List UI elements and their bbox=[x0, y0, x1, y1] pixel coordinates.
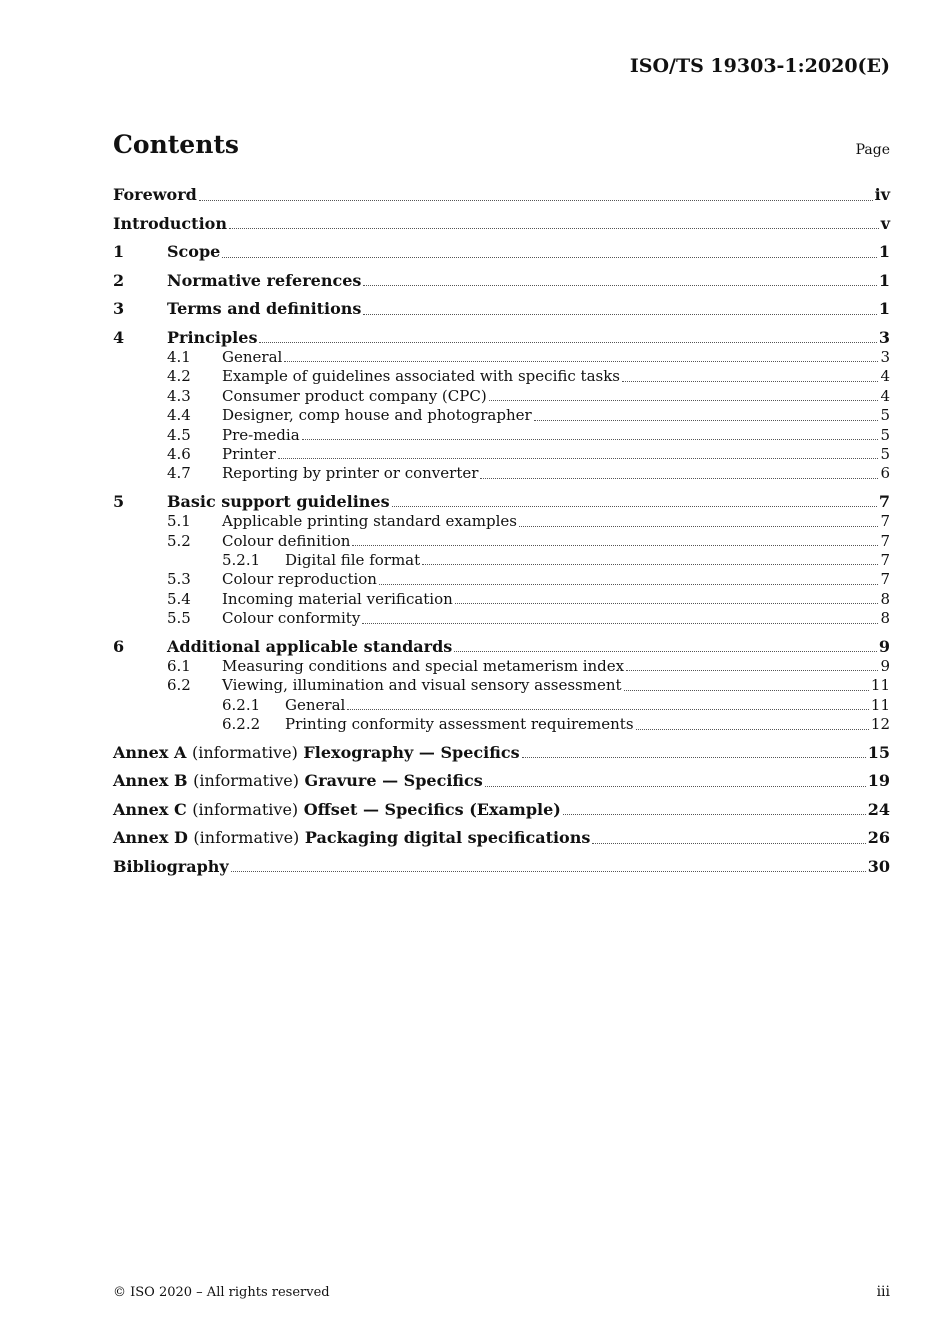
page-number: iii bbox=[876, 1284, 890, 1300]
toc-entry-number: 6.1 bbox=[167, 657, 191, 676]
dot-leader bbox=[636, 728, 869, 730]
toc-entry[interactable] bbox=[113, 715, 890, 734]
dot-leader bbox=[231, 870, 866, 872]
toc-entry-number: 4.6 bbox=[167, 444, 191, 463]
dot-leader bbox=[592, 842, 865, 844]
toc-entry-title[interactable]: Foreword bbox=[113, 185, 197, 204]
toc-entry[interactable] bbox=[113, 464, 890, 483]
page-column-label: Page bbox=[855, 142, 890, 158]
dot-leader bbox=[362, 622, 878, 624]
toc-entry-title[interactable]: Introduction bbox=[113, 213, 227, 233]
toc-entry[interactable] bbox=[113, 799, 890, 821]
toc-entry-title[interactable]: Consumer product company (CPC) bbox=[222, 386, 487, 405]
toc-entry[interactable] bbox=[113, 657, 890, 676]
toc-entry-title[interactable]: Example of guidelines associated with specific tasks bbox=[222, 367, 620, 386]
toc-entry[interactable] bbox=[113, 590, 890, 609]
toc-entry-page: 4 bbox=[880, 386, 890, 405]
dot-leader bbox=[222, 256, 877, 258]
annex-title: Packaging digital specifications bbox=[304, 828, 591, 848]
dot-leader bbox=[284, 360, 878, 362]
toc-entry[interactable] bbox=[113, 406, 890, 425]
annex-qualifier: (informative) bbox=[191, 742, 298, 762]
toc-entry-title[interactable]: Viewing, illumination and visual sensory assessment bbox=[222, 676, 622, 695]
dot-leader bbox=[352, 544, 878, 546]
toc-entry[interactable] bbox=[113, 512, 890, 531]
dot-leader bbox=[347, 708, 869, 710]
dot-leader bbox=[626, 669, 878, 671]
dot-leader bbox=[278, 457, 879, 459]
toc-entry-page: 11 bbox=[870, 695, 890, 714]
toc-entry-title[interactable]: Printing conformity assessment requirements bbox=[285, 715, 634, 734]
toc-entry-page: 7 bbox=[878, 491, 890, 511]
dot-leader bbox=[379, 583, 878, 585]
toc-entry[interactable] bbox=[113, 856, 890, 878]
toc-entry-number: 3 bbox=[113, 299, 125, 318]
toc-entry-page: 3 bbox=[880, 348, 890, 366]
toc-entry-title[interactable]: Colour definition bbox=[222, 531, 351, 550]
toc-entry-number: 4.3 bbox=[167, 386, 191, 405]
dot-leader bbox=[563, 813, 866, 815]
annex-id: Annex D bbox=[113, 828, 188, 848]
toc-entry-number: 5.2.1 bbox=[222, 551, 261, 570]
toc-entry-page: 12 bbox=[870, 715, 890, 734]
dot-leader bbox=[485, 785, 866, 787]
annex-title: Offset — Specifics (Example) bbox=[303, 799, 561, 819]
annex-id: Annex B bbox=[113, 771, 188, 791]
toc-entry-title[interactable]: Bibliography bbox=[113, 856, 229, 876]
table-of-contents bbox=[113, 184, 890, 877]
toc-entry-title[interactable]: Printer bbox=[222, 444, 276, 463]
toc-entry-title[interactable] bbox=[113, 770, 483, 792]
toc-entry-page: 1 bbox=[878, 242, 890, 261]
toc-entry[interactable] bbox=[113, 270, 890, 292]
toc-entry[interactable] bbox=[113, 636, 890, 658]
copyright-notice: © ISO 2020 – All rights reserved bbox=[113, 1285, 330, 1300]
dot-leader bbox=[392, 505, 877, 507]
document-id: ISO/TS 19303-1:2020(E) bbox=[629, 55, 890, 77]
toc-entry-page: 8 bbox=[880, 589, 890, 608]
dot-leader bbox=[624, 689, 869, 691]
toc-entry[interactable] bbox=[113, 491, 890, 513]
toc-entry-number: 4 bbox=[113, 327, 125, 347]
toc-entry[interactable] bbox=[113, 387, 890, 406]
toc-entry[interactable] bbox=[113, 532, 890, 551]
dot-leader bbox=[522, 756, 866, 758]
toc-entry-page: 3 bbox=[878, 327, 890, 347]
toc-entry-number: 5 bbox=[113, 491, 125, 511]
dot-leader bbox=[302, 438, 879, 440]
toc-entry-title[interactable]: General bbox=[222, 348, 283, 366]
toc-entry-number: 6.2 bbox=[167, 676, 191, 695]
dot-leader bbox=[622, 380, 878, 382]
annex-id: Annex A bbox=[113, 742, 187, 762]
toc-entry-number: 5.3 bbox=[167, 570, 191, 589]
annex-title: Gravure — Specifics bbox=[304, 771, 483, 791]
toc-entry[interactable] bbox=[113, 348, 890, 367]
toc-entry-page: 7 bbox=[880, 512, 890, 531]
toc-entry[interactable] bbox=[113, 213, 890, 235]
toc-entry-page: 7 bbox=[880, 551, 890, 570]
toc-entry[interactable] bbox=[113, 609, 890, 628]
dot-leader bbox=[480, 477, 878, 479]
toc-entry-page: 7 bbox=[880, 531, 890, 550]
toc-entry-number: 4.7 bbox=[167, 464, 191, 483]
annex-qualifier: (informative) bbox=[192, 799, 299, 819]
toc-entry-page: 5 bbox=[880, 406, 890, 425]
toc-entry-number: 4.4 bbox=[167, 406, 191, 425]
toc-entry-page: 26 bbox=[867, 828, 890, 848]
toc-entry[interactable] bbox=[113, 367, 890, 386]
toc-entry-title[interactable]: Applicable printing standard examples bbox=[222, 512, 517, 531]
toc-entry-title[interactable]: Principles bbox=[167, 327, 258, 347]
annex-qualifier: (informative) bbox=[193, 828, 300, 848]
toc-entry-title[interactable]: Incoming material verification bbox=[222, 589, 453, 608]
toc-entry-number: 6 bbox=[113, 636, 125, 656]
toc-entry-title[interactable]: Reporting by printer or converter bbox=[222, 464, 479, 483]
toc-entry-number: 5.5 bbox=[167, 609, 191, 628]
toc-entry-number: 1 bbox=[113, 242, 125, 261]
dot-leader bbox=[455, 602, 879, 604]
toc-entry-page: 4 bbox=[880, 367, 890, 386]
toc-entry[interactable] bbox=[113, 327, 890, 349]
toc-entry[interactable] bbox=[113, 426, 890, 445]
toc-entry-title[interactable] bbox=[113, 742, 520, 764]
toc-entry-number: 5.1 bbox=[167, 512, 191, 531]
toc-entry-page: 5 bbox=[880, 444, 890, 463]
toc-entry[interactable] bbox=[113, 676, 890, 695]
toc-entry-number: 4.1 bbox=[167, 348, 191, 366]
toc-entry-page: 9 bbox=[878, 636, 890, 656]
annex-qualifier: (informative) bbox=[193, 771, 299, 791]
toc-entry-page: 1 bbox=[878, 270, 890, 290]
dot-leader bbox=[259, 341, 876, 343]
toc-entry[interactable] bbox=[113, 445, 890, 464]
toc-entry[interactable] bbox=[113, 827, 890, 849]
dot-leader bbox=[519, 525, 878, 527]
toc-entry[interactable] bbox=[113, 742, 890, 764]
toc-entry-title[interactable]: Additional applicable standards bbox=[167, 636, 453, 656]
toc-entry-number: 4.5 bbox=[167, 425, 191, 444]
toc-entry-number: 5.2 bbox=[167, 531, 191, 550]
toc-entry-page: 6 bbox=[880, 464, 890, 483]
toc-entry-title[interactable]: General bbox=[285, 695, 346, 714]
dot-leader bbox=[199, 199, 873, 201]
toc-entry-page: 15 bbox=[867, 742, 890, 762]
dot-leader bbox=[363, 313, 876, 315]
toc-entry-page: 30 bbox=[867, 856, 890, 876]
toc-entry[interactable] bbox=[113, 551, 890, 570]
toc-entry-page: 5 bbox=[880, 425, 890, 444]
toc-entry[interactable] bbox=[113, 770, 890, 792]
toc-entry-title[interactable]: Designer, comp house and photographer bbox=[222, 406, 532, 425]
toc-entry-title[interactable]: Measuring conditions and special metamerism index bbox=[222, 657, 625, 676]
toc-entry-title[interactable]: Digital file format bbox=[285, 551, 421, 570]
dot-leader bbox=[229, 227, 879, 229]
toc-entry-page: 19 bbox=[867, 771, 890, 791]
toc-entry-title[interactable] bbox=[113, 827, 590, 849]
annex-id: Annex C bbox=[113, 799, 187, 819]
toc-entry-page: 7 bbox=[880, 570, 890, 589]
toc-entry[interactable] bbox=[113, 570, 890, 589]
toc-entry-title[interactable]: Terms and definitions bbox=[167, 299, 362, 318]
page-title: Contents bbox=[113, 130, 240, 159]
toc-entry-number: 4.2 bbox=[167, 367, 191, 386]
toc-entry-title[interactable] bbox=[113, 799, 561, 821]
toc-entry[interactable] bbox=[113, 241, 890, 263]
toc-entry[interactable] bbox=[113, 696, 890, 715]
toc-entry[interactable] bbox=[113, 184, 890, 206]
toc-entry[interactable] bbox=[113, 298, 890, 320]
annex-title: Flexography — Specifics bbox=[303, 742, 520, 762]
toc-entry-page: 9 bbox=[880, 657, 890, 676]
toc-entry-title[interactable]: Colour reproduction bbox=[222, 570, 377, 589]
toc-entry-page: 8 bbox=[880, 609, 890, 628]
dot-leader bbox=[534, 419, 879, 421]
toc-entry-title[interactable]: Scope bbox=[167, 242, 221, 261]
toc-entry-number: 5.4 bbox=[167, 589, 191, 608]
dot-leader bbox=[363, 284, 876, 286]
toc-entry-title[interactable]: Normative references bbox=[167, 270, 362, 290]
toc-entry-number: 2 bbox=[113, 270, 125, 290]
dot-leader bbox=[454, 650, 877, 652]
toc-entry-number: 6.2.2 bbox=[222, 715, 261, 734]
toc-entry-title[interactable]: Pre-media bbox=[222, 425, 300, 444]
dot-leader bbox=[422, 563, 878, 565]
toc-entry-number: 6.2.1 bbox=[222, 695, 261, 714]
toc-entry-page: 1 bbox=[878, 299, 890, 318]
toc-entry-page: 11 bbox=[870, 676, 890, 695]
toc-entry-page: iv bbox=[874, 185, 890, 204]
toc-entry-title[interactable]: Basic support guidelines bbox=[167, 491, 390, 511]
dot-leader bbox=[489, 399, 879, 401]
toc-entry-page: 24 bbox=[867, 799, 890, 819]
toc-entry-title[interactable]: Colour conformity bbox=[222, 609, 361, 628]
toc-entry-page: v bbox=[880, 213, 890, 233]
